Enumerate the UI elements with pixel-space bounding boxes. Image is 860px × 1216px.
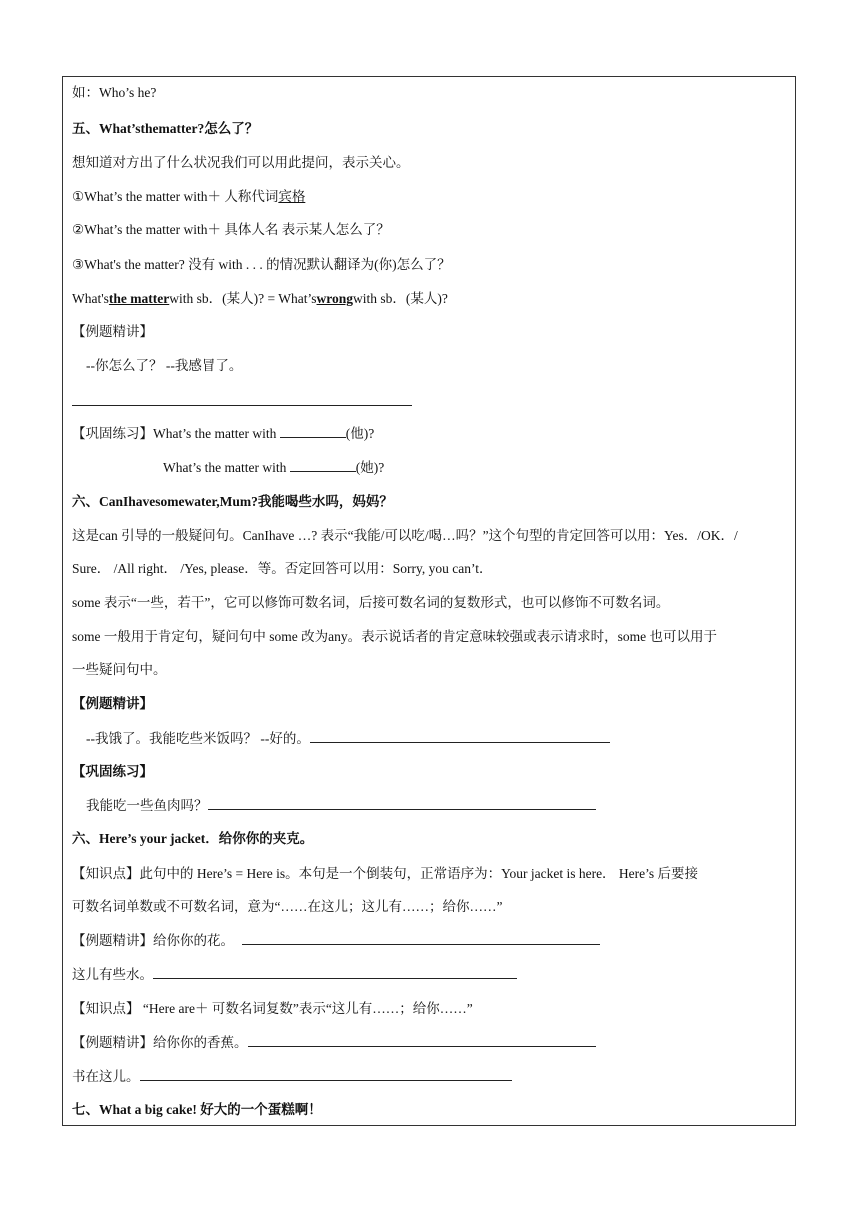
can-explanation-2: Sure． /All right． /Yes, please．等。否定回答可以用：Sorry, you can’t．	[72, 561, 493, 576]
practice-she	[163, 459, 384, 477]
example-bananas	[72, 1034, 596, 1052]
answer-line-1[interactable]	[72, 405, 412, 406]
wrong-term: wrong	[316, 291, 354, 306]
example-dialogue-2	[86, 730, 610, 748]
section-five-intro: 想知道对方出了什么状况我们可以用此提问，表示关心。	[72, 155, 410, 170]
blank-book[interactable]	[140, 1068, 512, 1081]
example-flowers	[72, 932, 600, 950]
example-book	[72, 1068, 512, 1086]
blank-flowers[interactable]	[242, 932, 600, 945]
usage-rule-3: ③What's the matter? 没有 with . . . 的情况默认翻译为(你)怎么了？	[72, 257, 451, 272]
example-bananas-text: 【例题精讲】给你你的香蕉。	[72, 1035, 248, 1050]
practice-he	[72, 425, 374, 443]
usage-rule-1	[72, 188, 305, 206]
blank-rice[interactable]	[310, 730, 610, 743]
practice-he-suffix: (他)?	[345, 426, 375, 441]
some-explanation-1: some 表示“一些，若干”，它可以修饰可数名词，后接可数名词的复数形式，也可以修饰不可数名词。	[72, 595, 670, 610]
example-dialogue-1: --你怎么了？ --我感冒了。	[86, 358, 243, 373]
equivalence-line	[72, 290, 448, 308]
example-book-text: 书在这儿。	[72, 1069, 140, 1084]
usage-rule-2: ②What’s the matter with＋ 具体人名 表示某人怎么了？	[72, 222, 390, 237]
blank-bananas[interactable]	[248, 1034, 596, 1047]
blank-fish[interactable]	[208, 797, 596, 810]
section-seven-heading: 七、What a big cake! 好大的一个蛋糕啊！	[72, 1102, 322, 1117]
practice-she-suffix: (她)?	[355, 460, 385, 475]
example-label-2: 【例题精讲】	[72, 696, 153, 711]
some-explanation-3: 一些疑问句中。	[72, 662, 167, 677]
heres-knowledge-1: 【知识点】此句中的 Here’s = Here is。本句是一个倒装句，正常语序为：Your jacket is here． Here’s 后要接	[72, 866, 699, 881]
practice-fish-text: 我能吃一些鱼肉吗？	[86, 798, 208, 813]
example-dialogue-2-text: --我饿了。我能吃些米饭吗？ --好的。	[86, 731, 310, 746]
example-whos-he: 如：Who’s he?	[72, 85, 157, 100]
example-water-text: 这儿有些水。	[72, 967, 153, 982]
practice-he-prompt: 【巩固练习】What’s the matter with	[72, 426, 280, 441]
object-case-term: 宾格	[278, 189, 306, 204]
equivalence-part-1: What's	[72, 291, 109, 306]
equivalence-part-3: with sb．(某人)?	[353, 291, 448, 306]
some-explanation-2: some 一般用于肯定句，疑问句中 some 改为any。表示说话者的肯定意味较强或表示请求时，some 也可以用于	[72, 629, 717, 644]
can-explanation-1: 这是can 引导的一般疑问句。CanIhave …? 表示“我能/可以吃/喝…吗？”这个句型的肯定回答可以用：Yes．/OK．/	[72, 528, 738, 543]
practice-she-prompt: What’s the matter with	[163, 460, 290, 475]
the-matter-term: the matter	[108, 291, 170, 306]
blank-water[interactable]	[153, 966, 517, 979]
blank-he[interactable]	[280, 425, 346, 438]
section-six-heading: 六、CanIhavesomewater,Mum?我能喝些水吗，妈妈？	[72, 494, 393, 509]
usage-rule-1-text: ①What’s the matter with＋ 人称代词	[72, 189, 279, 204]
section-six-b-heading: 六、Here’s your jacket．给你你的夹克。	[72, 831, 314, 846]
example-label-1: 【例题精讲】	[72, 324, 153, 339]
here-are-knowledge: 【知识点】 “Here are＋ 可数名词复数”表示“这儿有……；给你……”	[72, 1001, 473, 1016]
practice-fish	[86, 797, 596, 815]
equivalence-part-2: with sb．(某人)? = What’s	[169, 291, 317, 306]
example-flowers-text: 【例题精讲】给你你的花。	[72, 933, 234, 948]
practice-label-2: 【巩固练习】	[72, 764, 153, 779]
section-five-heading: 五、What’sthematter?怎么了？	[72, 121, 259, 136]
example-water	[72, 966, 517, 984]
heres-knowledge-2: 可数名词单数或不可数名词，意为“……在这儿；这儿有……；给你……”	[72, 899, 503, 914]
blank-she[interactable]	[290, 459, 356, 472]
